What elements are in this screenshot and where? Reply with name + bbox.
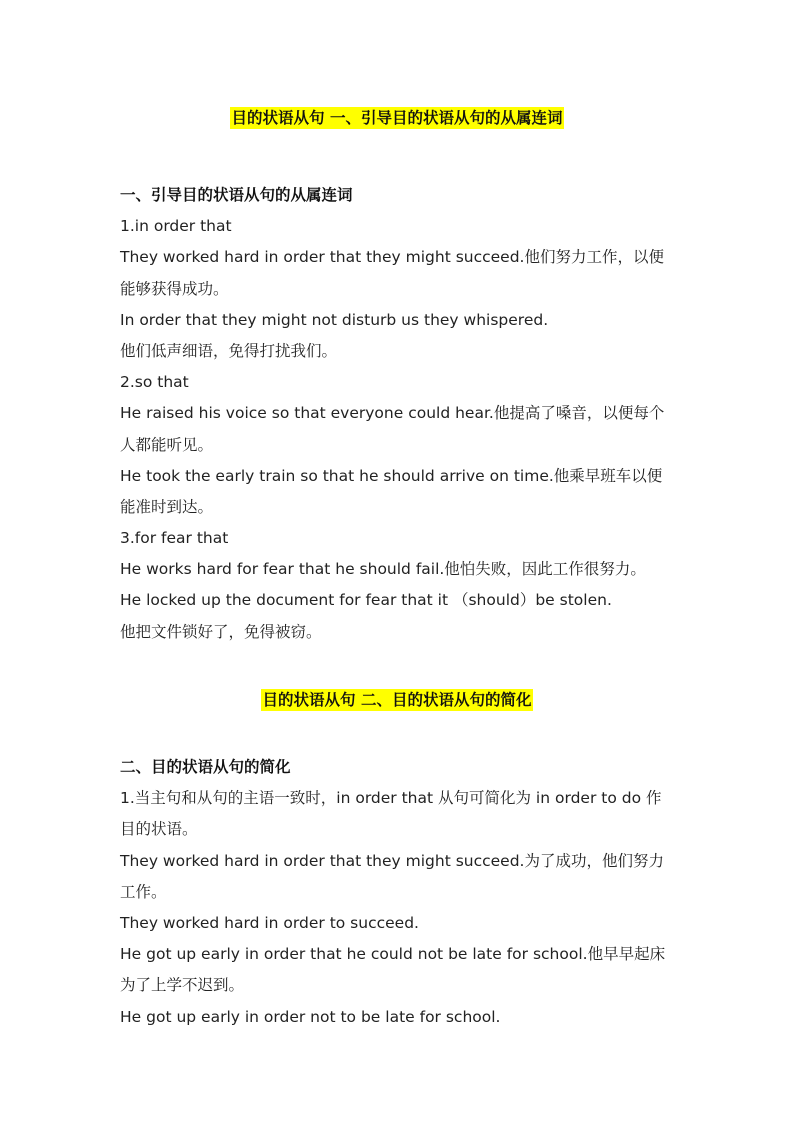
text-line: 工作。 — [120, 882, 167, 901]
text-line: 能够获得成功。 — [120, 279, 229, 298]
text-line: 能准时到达。 — [120, 497, 214, 516]
text-line: 为了上学不迟到。 — [120, 976, 245, 995]
text-line: 他们低声细语，免得打扰我们。 — [120, 341, 338, 360]
text-line: 1.in order that — [120, 217, 232, 236]
text-line: He took the early train so that he should arrive on time.他乘早班车以便 — [120, 466, 663, 485]
section-2-heading: 二、目的状语从句的简化 — [120, 758, 291, 776]
section-2-body — [120, 752, 678, 1033]
text-line: He locked up the document for fear that it （should）be stolen. — [120, 591, 612, 610]
text-line: He got up early in order that he could not be late for school.他早早起床 — [120, 945, 666, 964]
text-line: He raised his voice so that everyone could hear.他提高了嗓音，以便每个 — [120, 404, 665, 423]
section-2-title-row — [0, 689, 794, 711]
text-line: 他把文件锁好了，免得被窃。 — [120, 622, 322, 641]
section-1-body — [120, 180, 678, 648]
text-line: 目的状语。 — [120, 820, 198, 839]
text-line: 2.so that — [120, 373, 189, 392]
text-line: They worked hard in order to succeed. — [120, 913, 419, 932]
text-line: 1.当主句和从句的主语一致时，in order that 从句可简化为 in order to do 作 — [120, 789, 662, 808]
text-line: They worked hard in order that they might succeed.为了成功，他们努力 — [120, 851, 664, 870]
section-2-title: 目的状语从句 二、目的状语从句的简化 — [262, 691, 532, 709]
section-1-title: 目的状语从句 一、引导目的状语从句的从属连词 — [231, 109, 563, 127]
text-line: 3.for fear that — [120, 529, 229, 548]
text-line: 人都能听见。 — [120, 435, 214, 454]
section-1-title-row — [0, 107, 794, 129]
text-line: They worked hard in order that they might succeed.他们努力工作，以便 — [120, 248, 664, 267]
text-line: He got up early in order not to be late for school. — [120, 1007, 501, 1026]
text-line: In order that they might not disturb us they whispered. — [120, 310, 549, 329]
section-1-heading: 一、引导目的状语从句的从属连词 — [120, 186, 353, 204]
text-line: He works hard for fear that he should fail.他怕失败，因此工作很努力。 — [120, 560, 646, 579]
